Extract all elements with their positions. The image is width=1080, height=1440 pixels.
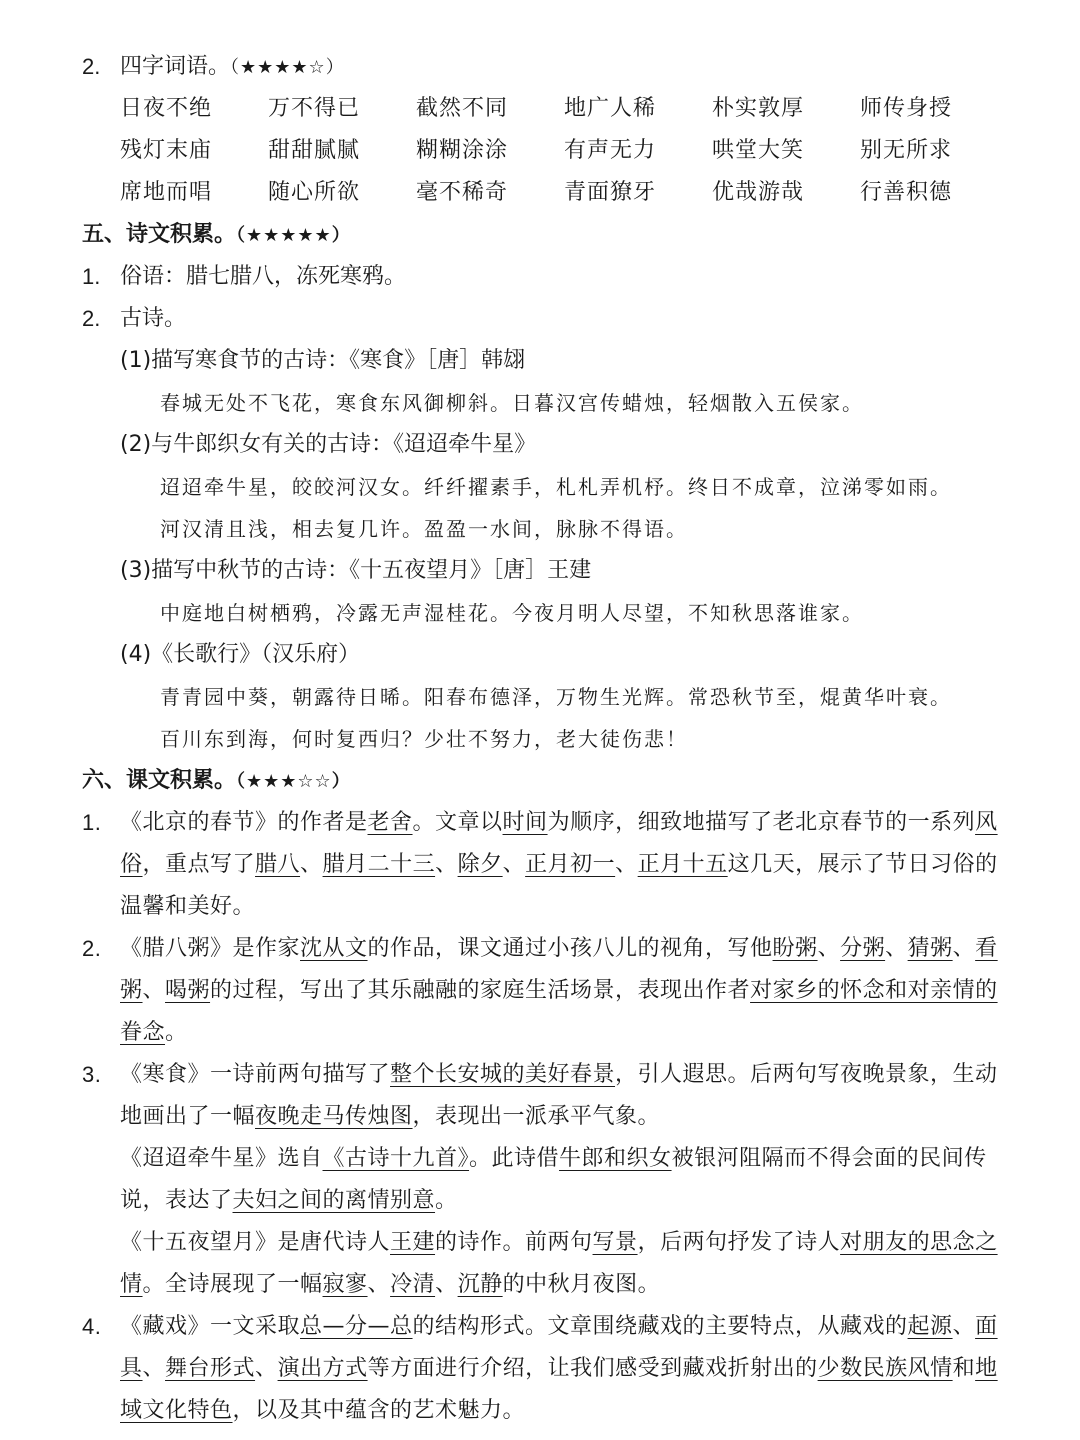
section-title: 六、课文积累。: [82, 768, 237, 793]
answer-blank: 腊月二十三: [322, 852, 436, 877]
word-row: [0, 88, 1080, 130]
poem-line: 迢迢牵牛星，皎皎河汉女。纤纤擢素手，札札弄机杼。终日不成章，泣涕零如雨。: [160, 475, 952, 499]
sec6-paragraph-1: 1. 《北京的春节》的作者是老舍。文章以时间为顺序，细致地描写了老北京春节的一系列风俗，重点写了腊八、腊月二十三、除夕、正月初一、正月十五这几天，展示了节日习俗的温馨和美好。: [120, 802, 1000, 928]
sec5-item1: [0, 256, 1080, 298]
answer-blank: 沈从文: [300, 936, 368, 961]
idiom: 甜甜腻腻: [268, 138, 361, 163]
answer-blank: 演出方式: [277, 1356, 368, 1381]
idiom: 优哉游哉: [712, 180, 805, 205]
answer-blank: 寂寥: [322, 1272, 368, 1297]
idiom: 随心所欲: [268, 180, 361, 205]
poem-line: 中庭地白树栖鸦，冷露无声湿桂花。今夜月明人尽望，不知秋思落谁家。: [160, 601, 864, 625]
idiom: 截然不同: [416, 96, 509, 121]
idiom: 席地而唱: [120, 180, 213, 205]
idiom: 哄堂大笑: [712, 138, 805, 163]
idiom: 毫不稀奇: [416, 180, 509, 205]
answer-blank: 牛郎和织女: [559, 1146, 672, 1171]
answer-blank: 正月初一: [525, 852, 616, 877]
section-heading: [0, 760, 1080, 802]
answer-blank: 正月十五: [637, 852, 728, 877]
item-number: 1.: [82, 264, 101, 289]
sec5-item2: [0, 298, 1080, 340]
poem-label: (3)描写中秋节的古诗：《十五夜望月》［唐］王建: [120, 558, 592, 583]
answer-blank: 喝粥: [165, 978, 211, 1003]
idiom: 糊糊涂涂: [416, 138, 509, 163]
sec6-paragraph-3b: 《迢迢牵牛星》选自《古诗十九首》。此诗借牛郎和织女被银河阻隔而不得会面的民间传说，表达了夫妇之间的离情别意。: [120, 1146, 987, 1213]
idiom: 残灯末庙: [120, 138, 213, 163]
answer-blank: 总—分—总: [300, 1314, 413, 1339]
answer-blank: 猜粥: [907, 936, 953, 961]
poem-line: 百川东到海，何时复西归？少壮不努力，老大徒伤悲！: [160, 727, 688, 751]
answer-blank: 盼粥: [772, 936, 818, 961]
answer-blank: 地域文化特色: [120, 1356, 998, 1423]
answer-blank: 对朋友的思念之情: [120, 1230, 998, 1297]
idiom: 有声无力: [564, 138, 657, 163]
idiom: 别无所求: [860, 138, 953, 163]
word-row: [0, 172, 1080, 214]
answer-blank: 分粥: [840, 936, 886, 961]
answer-blank: 少数民族风情: [817, 1356, 953, 1381]
difficulty-stars: （★★★★☆）: [230, 57, 345, 78]
poem-label: (4)《长歌行》（汉乐府）: [120, 642, 361, 667]
idiom: 青面獠牙: [564, 180, 657, 205]
item-number: 1.: [82, 810, 102, 835]
word-row: [0, 130, 1080, 172]
answer-blank: 夫妇之间的离情别意: [232, 1188, 436, 1213]
sec4-item2-header: [0, 46, 1080, 88]
item-number: 2.: [82, 54, 101, 79]
answer-blank: 写景: [592, 1230, 638, 1255]
answer-blank: 老舍: [367, 810, 413, 835]
answer-blank: 对家乡的怀念和对亲情的眷念: [120, 978, 998, 1045]
idiom: 朴实敦厚: [712, 96, 805, 121]
item-number: 4.: [82, 1314, 102, 1339]
proverb-text: 俗语：腊七腊八，冻死寒鸦。: [120, 264, 407, 289]
answer-blank: 腊八: [255, 852, 301, 877]
item-number: 2.: [82, 936, 102, 961]
sec6-paragraph-2: 2. 《腊八粥》是作家沈从文的作品，课文通过小孩八儿的视角，写他盼粥、分粥、猜粥、看粥、喝粥的过程，写出了其乐融融的家庭生活场景，表现出作者对家乡的怀念和对亲情的眷念。: [120, 928, 1000, 1054]
sec6-paragraph-3a: 3. 《寒食》一诗前两句描写了整个长安城的美好春景，引人遐思。后两句写夜晚景象，生动地画出了一幅夜晚走马传烛图，表现出一派承平气象。: [120, 1054, 1000, 1138]
answer-blank: 面具: [120, 1314, 998, 1381]
idiom: 师传身授: [860, 96, 953, 121]
answer-blank: 时间: [502, 810, 548, 835]
item-number: 2.: [82, 306, 101, 331]
difficulty-stars: （★★★☆☆）: [236, 771, 351, 792]
poem-line: 春城无处不飞花，寒食东风御柳斜。日暮汉宫传蜡烛，轻烟散入五侯家。: [160, 391, 864, 415]
item-title: 古诗。: [120, 306, 187, 331]
idiom: 地广人稀: [564, 96, 657, 121]
answer-blank: 沉静: [457, 1272, 503, 1297]
answer-blank: 《古诗十九首》: [322, 1146, 470, 1171]
answer-blank: 看粥: [120, 936, 998, 1003]
answer-blank: 夜晚走马传烛图: [255, 1104, 413, 1129]
difficulty-stars: （★★★★★）: [236, 225, 351, 246]
idiom: 日夜不绝: [120, 96, 213, 121]
item-number: 3.: [82, 1062, 102, 1087]
answer-blank: 风俗: [120, 810, 998, 877]
poem-label: (1)描写寒食节的古诗：《寒食》［唐］韩翃: [120, 348, 526, 373]
idiom: 行善积德: [860, 180, 953, 205]
answer-blank: 起源: [907, 1314, 953, 1339]
section-heading: [0, 214, 1080, 256]
poem-line: 青青园中葵，朝露待日晞。阳春布德泽，万物生光辉。常恐秋节至，焜黄华叶衰。: [160, 685, 952, 709]
answer-blank: 除夕: [457, 852, 503, 877]
poem-line: 河汉清且浅，相去复几许。盈盈一水间，脉脉不得语。: [160, 517, 688, 541]
sec6-paragraph-3c: 《十五夜望月》是唐代诗人王建的诗作。前两句写景，后两句抒发了诗人对朋友的思念之情。全诗展现了一幅寂寥、冷清、沉静的中秋月夜图。: [120, 1230, 998, 1297]
poem-label: (2)与牛郎织女有关的古诗：《迢迢牵牛星》: [120, 432, 537, 457]
sec6-paragraph-4: 4. 《藏戏》一文采取总—分—总的结构形式。文章围绕藏戏的主要特点，从藏戏的起源、面具、舞台形式、演出方式等方面进行介绍，让我们感受到藏戏折射出的少数民族风情和地域文化特色，以及其中蕴含的艺术魅力。: [120, 1306, 1000, 1432]
section-title: 五、诗文积累。: [82, 222, 237, 247]
idiom: 万不得已: [268, 96, 361, 121]
answer-blank: 冷清: [390, 1272, 436, 1297]
answer-blank: 整个长安城的美好春景: [390, 1062, 616, 1087]
answer-blank: 王建: [390, 1230, 436, 1255]
answer-blank: 舞台形式: [165, 1356, 256, 1381]
item-title: 四字词语。: [120, 54, 231, 79]
